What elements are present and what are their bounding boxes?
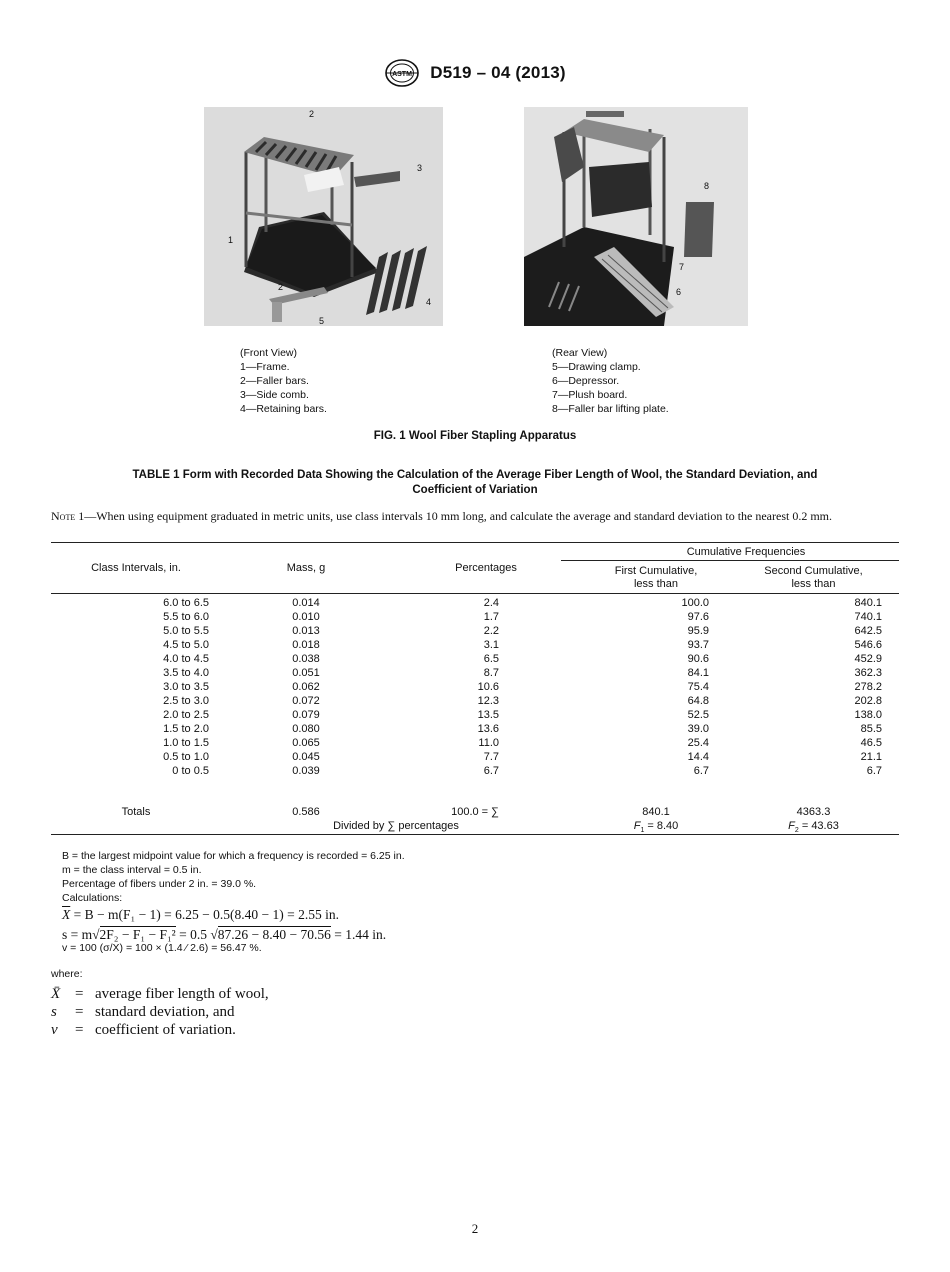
equation-s-suffix: = 1.44 in. [334, 927, 387, 942]
cell-first-cumulative: 39.0 [687, 723, 709, 735]
cell-first-cumulative: 6.7 [693, 765, 709, 777]
cell-second-cumulative: 46.5 [860, 737, 882, 749]
callout-rear: 8 [704, 181, 710, 191]
callout-front: 4 [426, 297, 432, 307]
calculations [62, 849, 662, 955]
table-title [60, 468, 890, 498]
where-label: where: [51, 968, 83, 980]
astm-logo-lettering: ASTM [392, 71, 413, 78]
callout-front: 2 [278, 282, 284, 292]
cell-second-cumulative: 278.2 [854, 681, 882, 693]
cell-first-cumulative: 84.1 [687, 667, 709, 679]
page-header [0, 58, 950, 88]
cell-second-cumulative: 362.3 [854, 667, 882, 679]
rear-view-photo [524, 107, 748, 326]
cell-class-interval: 0.5 to 1.0 [163, 751, 209, 763]
where-item [51, 1021, 236, 1039]
front-view-photo [204, 107, 443, 326]
cell-percentage: 1.7 [483, 611, 499, 623]
calculations-label: Calculations: [62, 892, 123, 904]
cell-class-interval: 1.0 to 1.5 [163, 737, 209, 749]
f1-number: = 8.40 [644, 820, 679, 832]
cell-percentage: 3.1 [483, 639, 499, 651]
cell-second-cumulative: 452.9 [854, 653, 882, 665]
callout-rear: 6 [676, 287, 682, 297]
cell-second-cumulative: 546.6 [854, 639, 882, 651]
callout-front: 2 [309, 109, 315, 119]
legend-line: (Front View) [240, 347, 297, 359]
m-definition: m = the class interval = 0.5 in. [62, 864, 202, 876]
cell-percentage: 13.6 [477, 723, 499, 735]
note-text: —When using equipment graduated in metric units, use class intervals 10 mm long, and calculate the average and standard deviation to the nearest 0.2 mm. [84, 509, 832, 523]
cell-first-cumulative: 52.5 [687, 709, 709, 721]
table-note [51, 509, 899, 523]
b-definition: B = the largest midpoint value for which a frequency is recorded = 6.25 in. [62, 850, 405, 862]
f2-number: = 43.63 [798, 820, 839, 832]
cell-mass: 0.014 [292, 597, 320, 609]
where-item [51, 985, 269, 1003]
where-description: coefficient of variation. [95, 1022, 236, 1038]
equation-s-prefix: s = m [62, 927, 93, 942]
cell-first-cumulative: 14.4 [687, 751, 709, 763]
cell-mass: 0.080 [292, 723, 320, 735]
f2-symbol: F [788, 820, 795, 832]
cell-class-interval: 0 to 0.5 [172, 765, 209, 777]
header-class-intervals: Class Intervals, in. [91, 562, 181, 574]
cell-first-cumulative: 97.6 [687, 611, 709, 623]
where-equals: = [75, 986, 84, 1002]
cell-class-interval: 2.5 to 3.0 [163, 695, 209, 707]
cell-mass: 0.010 [292, 611, 320, 623]
cell-percentage: 12.3 [477, 695, 499, 707]
sqrt-icon: √ [92, 927, 100, 942]
legend-line: 7—Plush board. [552, 389, 628, 401]
cell-first-cumulative: 75.4 [687, 681, 709, 693]
cell-percentage: 10.6 [477, 681, 499, 693]
cell-mass: 0.072 [292, 695, 320, 707]
legend-front [240, 346, 327, 416]
note-label: Note 1 [51, 509, 85, 523]
percentage-under: Percentage of fibers under 2 in. = 39.0 %. [62, 878, 257, 890]
f1-subscript: 1 [640, 827, 645, 835]
cell-first-cumulative: 90.6 [687, 653, 709, 665]
cell-percentage: 2.2 [483, 625, 499, 637]
cell-second-cumulative: 840.1 [854, 597, 882, 609]
header-second-cumulative-sub: less than [791, 578, 836, 590]
cell-percentage: 6.7 [483, 765, 499, 777]
cell-first-cumulative: 93.7 [687, 639, 709, 651]
equation-mean-text: = B − m(F₁ − 1) = 6.25 − 0.5(8.40 − 1) = 2.55 in. [73, 907, 339, 922]
cell-percentage: 7.7 [483, 751, 499, 763]
where-symbol: v [51, 1022, 58, 1038]
radicand-2: 87.26 − 8.40 − 70.56 [217, 927, 331, 942]
cell-class-interval: 3.5 to 4.0 [163, 667, 209, 679]
where-symbol: s [51, 1004, 57, 1020]
cell-class-interval: 2.0 to 2.5 [163, 709, 209, 721]
cell-class-interval: 4.0 to 4.5 [163, 653, 209, 665]
totals-second-cumulative: 4363.3 [796, 806, 831, 818]
cell-first-cumulative: 100.0 [681, 597, 709, 609]
cell-mass: 0.062 [292, 681, 320, 693]
header-second-cumulative: Second Cumulative, [764, 565, 863, 577]
legend-line: 4—Retaining bars. [240, 403, 327, 415]
callout-rear: 7 [679, 262, 685, 272]
totals-mass: 0.586 [292, 806, 320, 818]
variation-line: v = 100 (σ/X) = 100 × (1.4 ⁄ 2.6) = 56.47 %. [62, 942, 262, 954]
divided-by-label: Divided by ∑ percentages [333, 820, 459, 832]
equation-s-mid: = 0.5 [179, 927, 207, 942]
cell-class-interval: 4.5 to 5.0 [163, 639, 209, 651]
cell-first-cumulative: 25.4 [687, 737, 709, 749]
cell-percentage: 2.4 [483, 597, 499, 609]
cell-mass: 0.045 [292, 751, 320, 763]
cell-second-cumulative: 85.5 [860, 723, 882, 735]
cell-second-cumulative: 642.5 [854, 625, 882, 637]
legend-line: 1—Frame. [240, 361, 290, 373]
cell-class-interval: 5.0 to 5.5 [163, 625, 209, 637]
header-cumulative-frequencies: Cumulative Frequencies [686, 546, 806, 558]
where-equals: = [75, 1004, 84, 1020]
legend-line: 5—Drawing clamp. [552, 361, 641, 373]
cell-percentage: 13.5 [477, 709, 499, 721]
header-first-cumulative: First Cumulative, [614, 565, 698, 577]
cell-class-interval: 1.5 to 2.0 [163, 723, 209, 735]
legend-line: 3—Side comb. [240, 389, 309, 401]
cell-class-interval: 5.5 to 6.0 [163, 611, 209, 623]
cell-mass: 0.018 [292, 639, 320, 651]
callout-front: 1 [228, 235, 234, 245]
legend-line: 8—Faller bar lifting plate. [552, 403, 669, 415]
legend-rear [552, 346, 669, 416]
f1-value [591, 819, 721, 838]
cell-first-cumulative: 64.8 [687, 695, 709, 707]
callout-front: 3 [417, 163, 423, 173]
cell-second-cumulative: 6.7 [866, 765, 882, 777]
totals-percentages: 100.0 = ∑ [451, 806, 499, 818]
sqrt-icon: √ [210, 927, 218, 942]
f2-value [751, 819, 876, 838]
where-description: standard deviation, and [95, 1004, 235, 1020]
cell-second-cumulative: 138.0 [854, 709, 882, 721]
f2-subscript: 2 [794, 827, 799, 835]
x-bar-symbol: $\overline{X}$ [62, 907, 71, 922]
cell-mass: 0.039 [292, 765, 320, 777]
equation-mean [62, 906, 662, 924]
cell-mass: 0.013 [292, 625, 320, 637]
totals-first-cumulative: 840.1 [642, 806, 670, 818]
page-number: 2 [471, 1221, 479, 1236]
radicand-1: 2F₂ − F₁ − F₁² [99, 927, 176, 942]
where-symbol: X̄ [51, 986, 61, 1002]
cell-class-interval: 6.0 to 6.5 [163, 597, 209, 609]
legend-line: 6—Depressor. [552, 375, 620, 387]
f1-symbol: F [633, 820, 641, 832]
where-description: average fiber length of wool, [95, 986, 269, 1002]
header-mass: Mass, g [286, 562, 326, 574]
figure-caption: FIG. 1 Wool Fiber Stapling Apparatus [373, 430, 577, 442]
legend-line: (Rear View) [552, 347, 608, 359]
cell-percentage: 11.0 [478, 737, 499, 749]
where-equals: = [75, 1022, 84, 1038]
cell-mass: 0.051 [292, 667, 320, 679]
table-title-line: TABLE 1 Form with Recorded Data Showing the Calculation of the Average Fiber Length of Wool, the Standard Deviation, and [132, 469, 818, 481]
document-id: D519 – 04 (2013) [430, 63, 566, 82]
totals-label: Totals [121, 806, 151, 818]
table-title-line: Coefficient of Variation [412, 484, 538, 496]
legend-line: 2—Faller bars. [240, 375, 309, 387]
cell-percentage: 8.7 [483, 667, 499, 679]
cell-mass: 0.065 [292, 737, 320, 749]
cell-percentage: 6.5 [483, 653, 499, 665]
cell-second-cumulative: 740.1 [854, 611, 882, 623]
callout-front: 5 [319, 316, 325, 326]
cell-first-cumulative: 95.9 [687, 625, 709, 637]
where-item [51, 1003, 235, 1021]
header-percentages: Percentages [455, 562, 517, 574]
cell-second-cumulative: 21.1 [860, 751, 882, 763]
cell-mass: 0.079 [292, 709, 320, 721]
cell-class-interval: 3.0 to 3.5 [163, 681, 209, 693]
astm-logo-icon [384, 58, 420, 88]
cell-second-cumulative: 202.8 [854, 695, 882, 707]
cell-mass: 0.038 [292, 653, 320, 665]
header-first-cumulative-sub: less than [633, 578, 679, 590]
